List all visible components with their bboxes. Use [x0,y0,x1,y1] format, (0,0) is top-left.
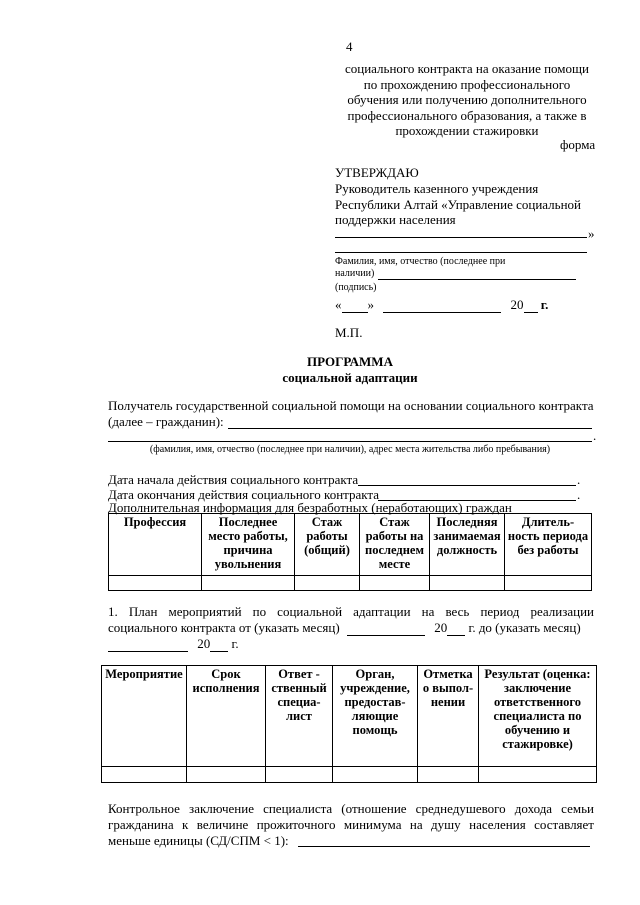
title-line-2: социальной адаптации [282,370,418,385]
plan-line-1: 1. План мероприятий по социальной адаптации на весь период реализации [108,604,594,619]
stamp-mark: М.П. [335,325,363,340]
fio-caption-2: наличии) [335,268,375,279]
conclusion-line-1: Контрольное заключение специалиста (отношение среднедушевого дохода семьи [108,801,594,816]
recipient-address-field [108,441,592,442]
plan-to-year-field [210,636,228,652]
recipient-dot: . [593,428,597,443]
table-header-cell: Профессия [109,514,202,576]
table-header-cell: Последняя занимаемая должность [430,514,505,576]
approval-heading: УТВЕРЖДАЮ [335,165,419,180]
table-cell[interactable] [266,767,333,783]
contract-end-dot: . [577,487,581,502]
conclusion-field [298,846,590,847]
table-cell[interactable] [505,576,592,591]
date-close-quote: » [367,297,374,312]
plan-to-label: г. до (указать месяц) [468,620,581,635]
table-cell[interactable] [479,767,597,783]
contract-start-label: Дата начала действия социального контракта [108,472,359,487]
table-cell[interactable] [360,576,430,591]
appendix-line: прохождении стажировки [395,123,539,139]
table-cell[interactable] [187,767,266,783]
quote-close: » [588,226,595,241]
document-title [0,354,640,386]
plan-to-year-prefix: 20 [197,636,211,651]
approval-line: Руководитель казенного учреждения [335,181,539,196]
table-cell[interactable] [430,576,505,591]
sign-caption: (подпись) [335,282,377,293]
table-header-cell: Мероприятие [102,666,187,767]
extra-info-label: Дополнительная информация для безработных (неработающих) граждан [108,500,512,515]
table-header-row [102,666,597,767]
table-header-cell: Стаж работы (общий) [295,514,360,576]
appendix-line: по прохождению профессионального [363,76,571,92]
appendix-line: обучения или получению дополнительного [347,92,587,108]
day-field [342,297,368,313]
activities-plan-table [101,665,597,783]
table-cell[interactable] [102,767,187,783]
contract-start-dot: . [577,472,581,487]
table-header-cell: Отметка о выпол- нении [418,666,479,767]
approval-position [335,181,581,228]
approval-date [335,297,548,313]
plan-to-year-suffix: г. [231,636,239,651]
approval-line: Республики Алтай «Управление социальной [335,196,582,212]
contract-start-field [358,485,576,486]
appendix-line: профессионального образования, а также в [347,107,587,123]
plan-to-month-field [108,636,188,652]
appendix-header [332,61,602,139]
table-header-cell: Результат (оценка: заключение ответственного специалиста по обучению и стажировке) [479,666,597,767]
fio-underline [335,252,587,253]
recipient-name-field [228,428,592,429]
table-header-cell: Последнее место работы, причина увольнения [202,514,295,576]
year-suffix: г. [540,297,549,312]
approval-underline [335,237,587,238]
plan-from-month-field [347,620,425,636]
table-header-row [109,514,592,576]
date-open-quote: « [335,297,342,312]
conclusion-line-3: меньше единицы (СД/СПМ < 1): [108,833,289,848]
table-header-cell: Ответ - ственный специа- лист [266,666,333,767]
table-row [102,767,597,783]
table-cell[interactable] [418,767,479,783]
table-cell[interactable] [202,576,295,591]
page-number: 4 [346,39,353,54]
fio-caption: Фамилия, имя, отчество (последнее при [335,256,506,267]
fio-field [378,279,576,280]
contract-end-label: Дата окончания действия социального контракта [108,487,380,502]
conclusion-line-2: гражданина к величине прожиточного минимума на душу населения составляет [108,817,594,832]
plan-from-year-field [447,620,465,636]
year-field [524,297,538,313]
table-header-cell: Орган, учреждение, предостав- ляющие помощь [333,666,418,767]
unemployed-info-table [108,513,592,591]
table-header-cell: Срок исполнения [187,666,266,767]
form-label: форма [560,137,596,152]
table-header-cell: Стаж работы на последнем месте [360,514,430,576]
appendix-line: социального контракта на оказание помощи [344,61,590,76]
table-header-cell: Длитель-ность периода без работы [505,514,592,576]
recipient-caption: (фамилия, имя, отчество (последнее при наличии), адрес места жительства либо пребывания) [149,444,551,455]
plan-from-label: социального контракта от (указать месяц) [108,620,340,635]
plan-line-2 [108,620,598,636]
table-cell[interactable] [295,576,360,591]
table-cell[interactable] [109,576,202,591]
table-row [109,576,592,591]
recipient-line: Получатель государственной социальной помощи на основании социального контракта [108,398,594,413]
year-prefix: 20 [510,297,524,312]
title-line-1: ПРОГРАММА [307,354,393,369]
plan-line-3 [108,636,239,652]
table-cell[interactable] [333,767,418,783]
approval-line: поддержки населения [335,212,456,227]
plan-from-year-prefix: 20 [434,620,448,635]
recipient-label: (далее – гражданин): [108,414,224,429]
month-field [383,297,501,313]
